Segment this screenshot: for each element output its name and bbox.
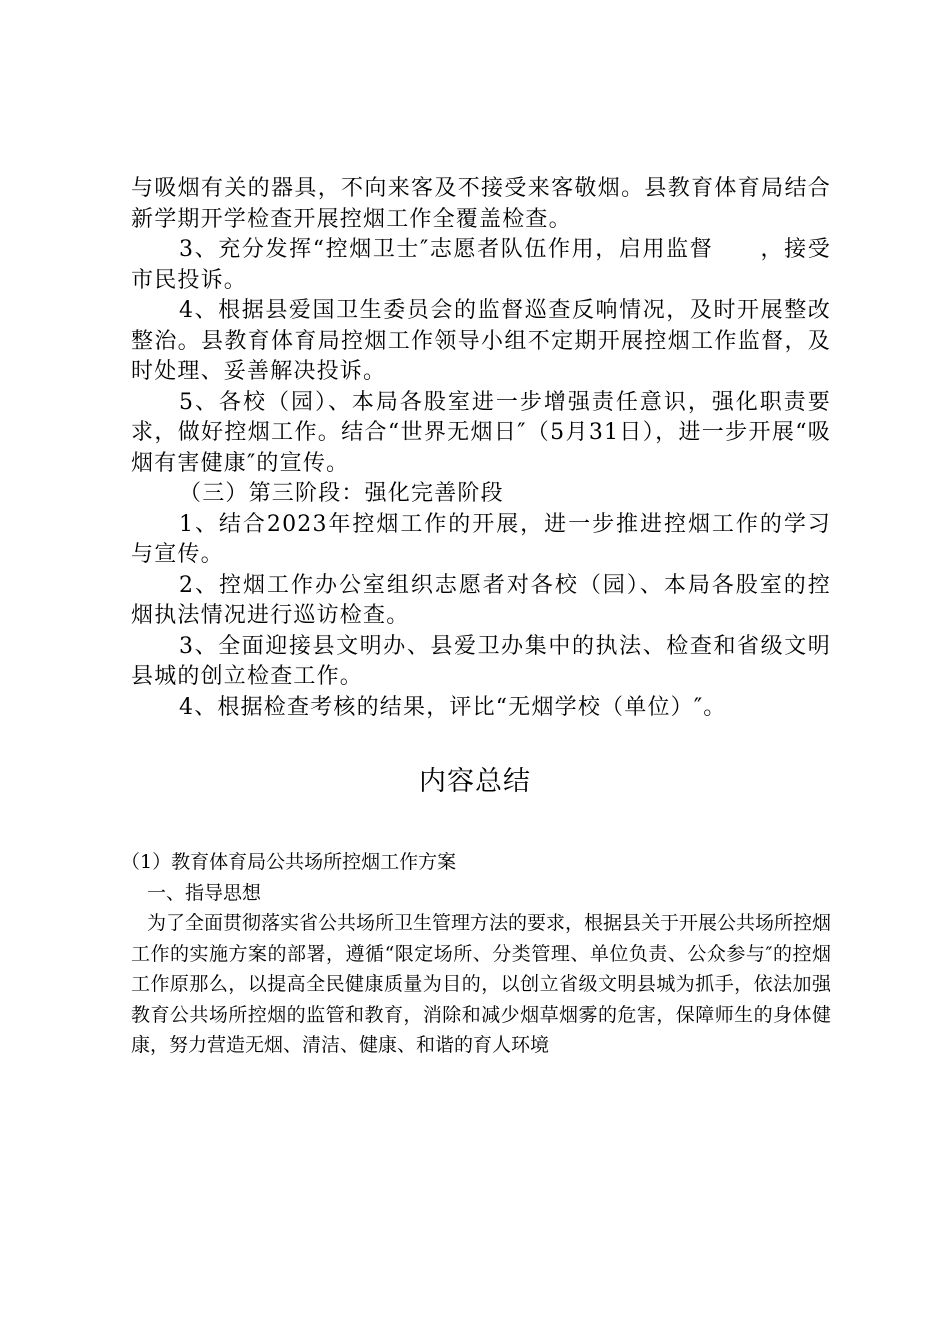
summary-section xyxy=(121,847,832,1061)
body-paragraph-6: 1、结合2023年控烟工作的开展，进一步推进控烟工作的学习与宣传。 xyxy=(131,511,831,567)
body-paragraph-9: 4、根据检查考核的结果，评比“无烟学校（单位）″。 xyxy=(179,694,727,720)
summary-paragraph: 为了全面贯彻落实省公共场所卫生管理方法的要求，根据县关于开展公共场所控烟工作的实施方案的部署，遵循“限定场所、分类管理、单位负责、公众参与″的控烟工作原那么，以提高全民健康质量为目的，以创立省级文明县城为抓手，依法加强教育公共场所控烟的监管和教育，消除和减少烟草烟雾的危害，保障师生的身体健康，努力营造无烟、清洁、健康、和谐的育人环境 xyxy=(131,912,832,1056)
document-body xyxy=(131,174,831,723)
summary-title: 内容总结 xyxy=(419,766,531,797)
body-paragraph-8: 3、全面迎接县文明办、县爱卫办集中的执法、检查和省级文明县城的创立检查工作。 xyxy=(131,633,831,689)
body-paragraph-7: 2、控烟工作办公室组织志愿者对各校（园）、本局各股室的控烟执法情况进行巡访检查。 xyxy=(131,572,831,628)
body-paragraph-4: 5、各校（园）、本局各股室进一步增强责任意识，强化职责要求，做好控烟工作。结合“世界无烟日″（5月31日），进一步开展“吸烟有害健康″的宣传。 xyxy=(131,389,831,476)
body-paragraph-1: 与吸烟有关的器具，不向来客及不接受来客敬烟。县教育体育局结合新学期开学检查开展控烟工作全覆盖检查。 xyxy=(131,176,831,232)
summary-heading-guiding-thought: 一、指导思想 xyxy=(147,881,262,904)
section-heading-stage-3: （三）第三阶段：强化完善阶段 xyxy=(179,481,504,506)
body-paragraph-2: 3、充分发挥“控烟卫士″志愿者队伍作用，启用监督 ，接受市民投诉。 xyxy=(131,237,831,293)
body-paragraph-3: 4、根据县爱国卫生委员会的监督巡查反响情况，及时开展整改整治。县教育体育局控烟工作领导小组不定期开展控烟工作监督，及时处理、妥善解决投诉。 xyxy=(131,298,831,384)
summary-item-1: （1）教育体育局公共场所控烟工作方案 xyxy=(121,851,457,873)
